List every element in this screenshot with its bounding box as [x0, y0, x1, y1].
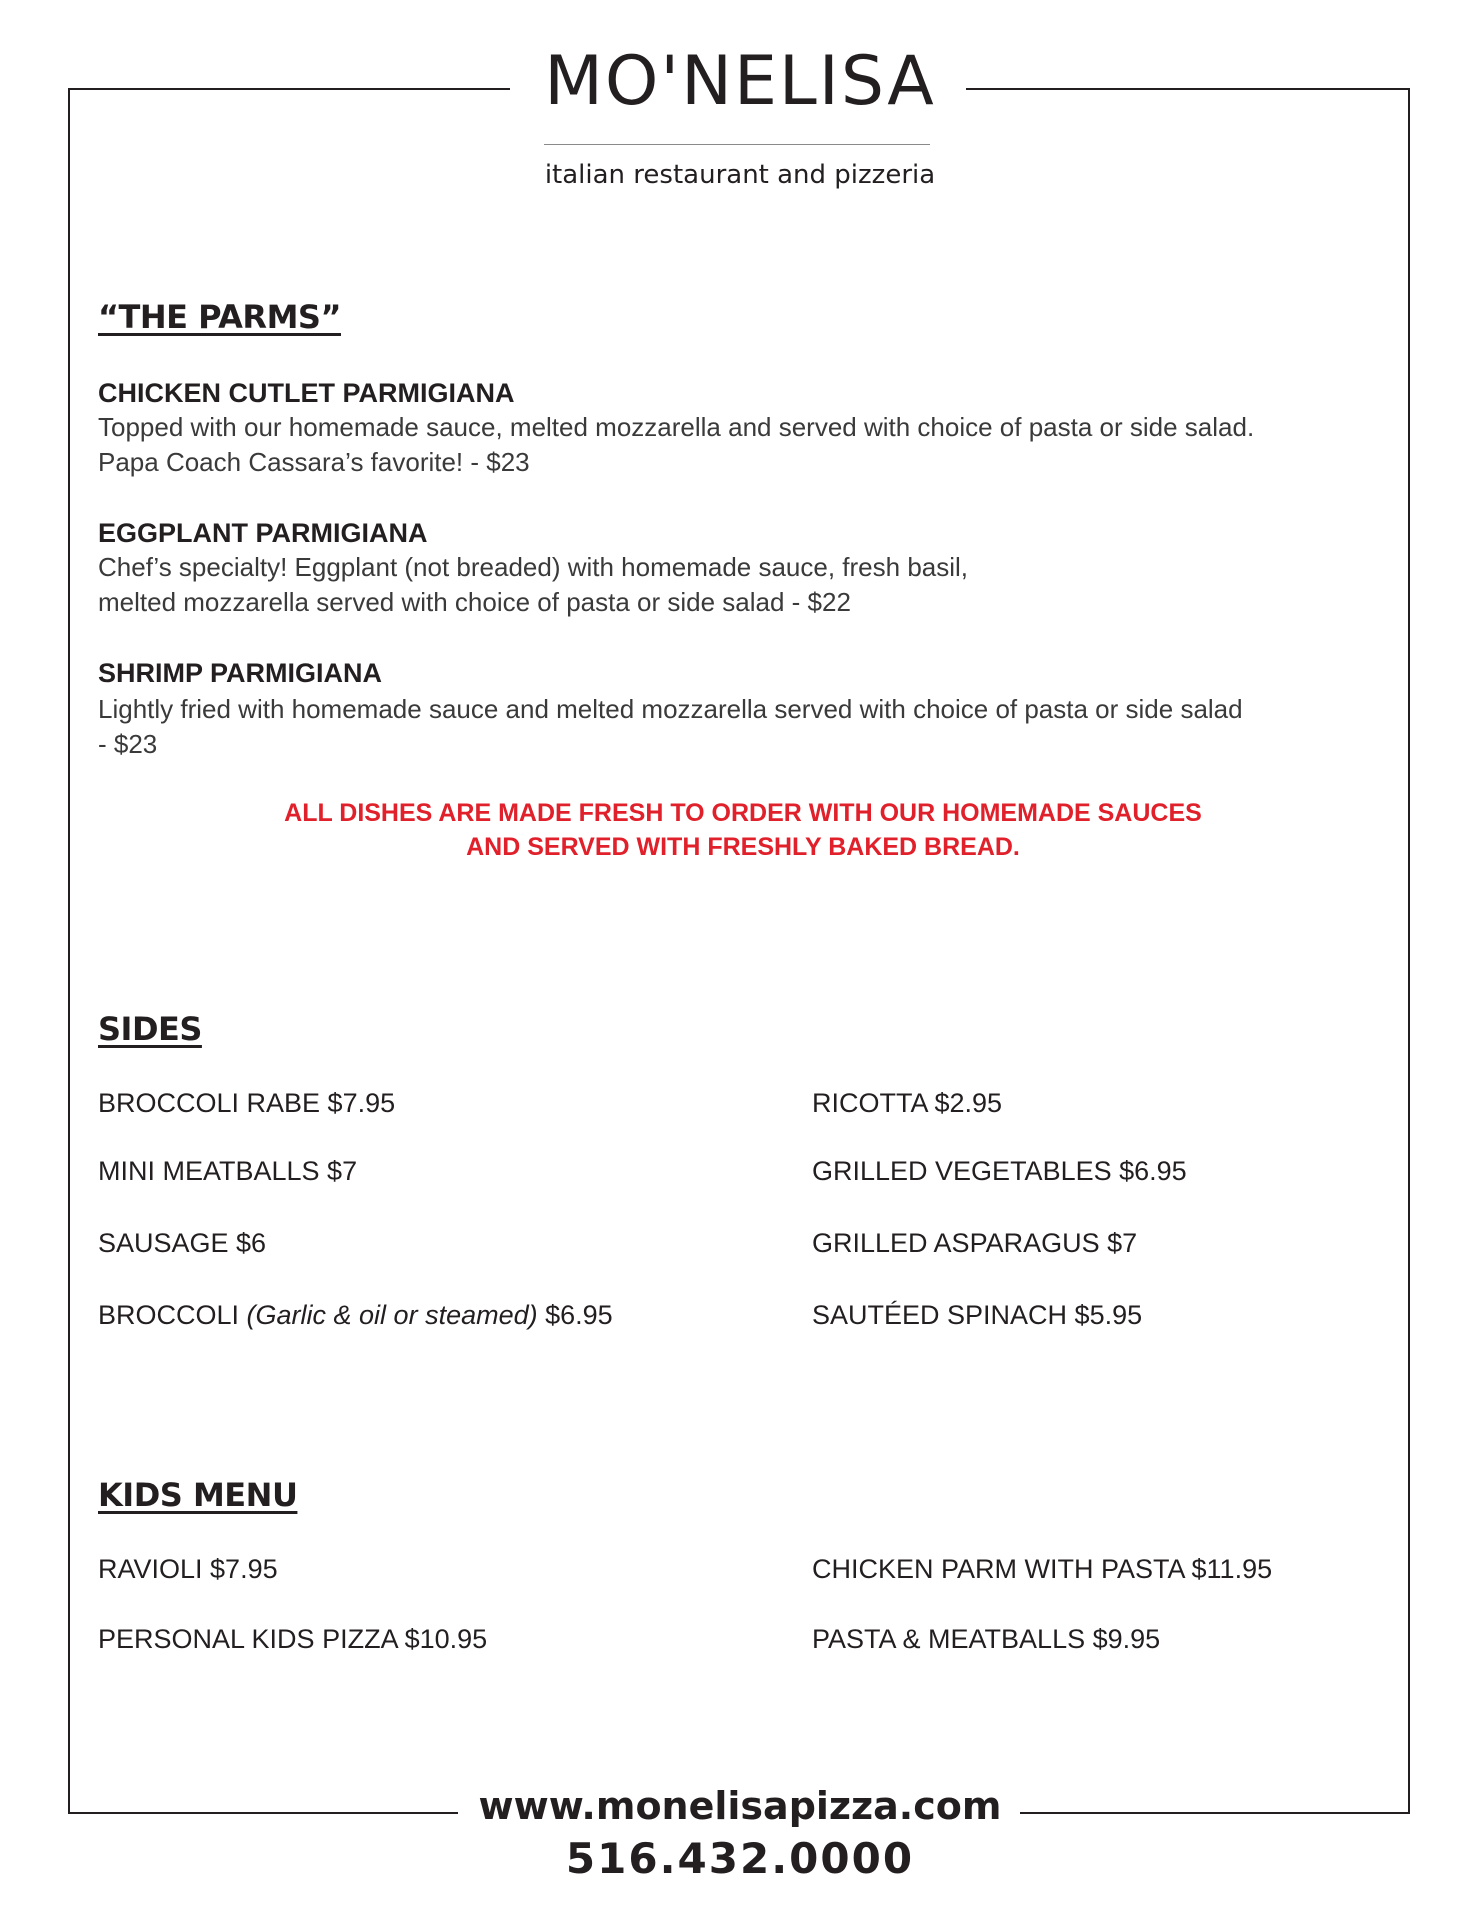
frame-bottom-left-line — [68, 1812, 458, 1814]
kids-item: CHICKEN PARM WITH PASTA $11.95 — [812, 1554, 1273, 1584]
side-item: GRILLED VEGETABLES $6.95 — [812, 1156, 1187, 1186]
kids-item: PASTA & MEATBALLS $9.95 — [812, 1624, 1161, 1654]
dish-name: SHRIMP PARMIGIANA — [98, 658, 383, 688]
dish-description-line: Papa Coach Cassara’s favorite! - $23 — [98, 447, 530, 477]
section-title-kids-menu: KIDS MENU — [98, 1476, 298, 1514]
frame-top-left-line — [68, 88, 510, 90]
restaurant-logo: MO'NELISA — [544, 42, 936, 121]
side-item: GRILLED ASPARAGUS $7 — [812, 1228, 1138, 1258]
dish-description-line: Lightly fried with homemade sauce and melted mozzarella served with choice of pasta or side salad — [98, 694, 1243, 724]
frame-top-right-line — [966, 88, 1410, 90]
side-item: SAUTÉED SPINACH $5.95 — [812, 1300, 1143, 1330]
logo-divider — [544, 144, 930, 145]
dish-description — [98, 550, 1388, 620]
side-item: MINI MEATBALLS $7 — [98, 1156, 358, 1186]
phone-number[interactable]: 516.432.0000 — [565, 1834, 915, 1883]
dish-description-line: Topped with our homemade sauce, melted mozzarella and served with choice of pasta or side salad. — [98, 412, 1255, 442]
frame-left-line — [68, 88, 70, 1814]
notice-line: AND SERVED WITH FRESHLY BAKED BREAD. — [466, 833, 1020, 861]
frame-bottom-right-line — [1020, 1812, 1410, 1814]
kids-item: RAVIOLI $7.95 — [98, 1554, 278, 1584]
website-link[interactable]: www.monelisapizza.com — [478, 1784, 1002, 1828]
side-item-price: $6.95 — [537, 1300, 613, 1330]
kids-item: PERSONAL KIDS PIZZA $10.95 — [98, 1624, 488, 1654]
side-item: BROCCOLI RABE $7.95 — [98, 1088, 396, 1118]
dish-name: CHICKEN CUTLET PARMIGIANA — [98, 378, 515, 408]
section-title-sides: SIDES — [98, 1010, 202, 1048]
dish-description-line: melted mozzarella served with choice of pasta or side salad - $22 — [98, 587, 851, 617]
dish-name: EGGPLANT PARMIGIANA — [98, 518, 428, 548]
dish-description-line: Chef’s specialty! Eggplant (not breaded) with homemade sauce, fresh basil, — [98, 552, 969, 582]
fresh-dishes-notice — [98, 796, 1388, 864]
restaurant-tagline: italian restaurant and pizzeria — [544, 160, 936, 190]
frame-right-line — [1408, 88, 1410, 1814]
dish-description — [98, 692, 1388, 762]
dish-description — [98, 410, 1388, 480]
dish-description-line: - $23 — [98, 729, 158, 759]
side-item — [98, 1300, 613, 1331]
section-title-parms: “THE PARMS” — [98, 298, 341, 336]
notice-line: ALL DISHES ARE MADE FRESH TO ORDER WITH OUR HOMEMADE SAUCES — [284, 799, 1202, 827]
side-item: RICOTTA $2.95 — [812, 1088, 1003, 1118]
side-item: SAUSAGE $6 — [98, 1228, 267, 1258]
side-item-note: (Garlic & oil or steamed) — [246, 1300, 538, 1330]
side-item-name: BROCCOLI — [98, 1300, 247, 1330]
